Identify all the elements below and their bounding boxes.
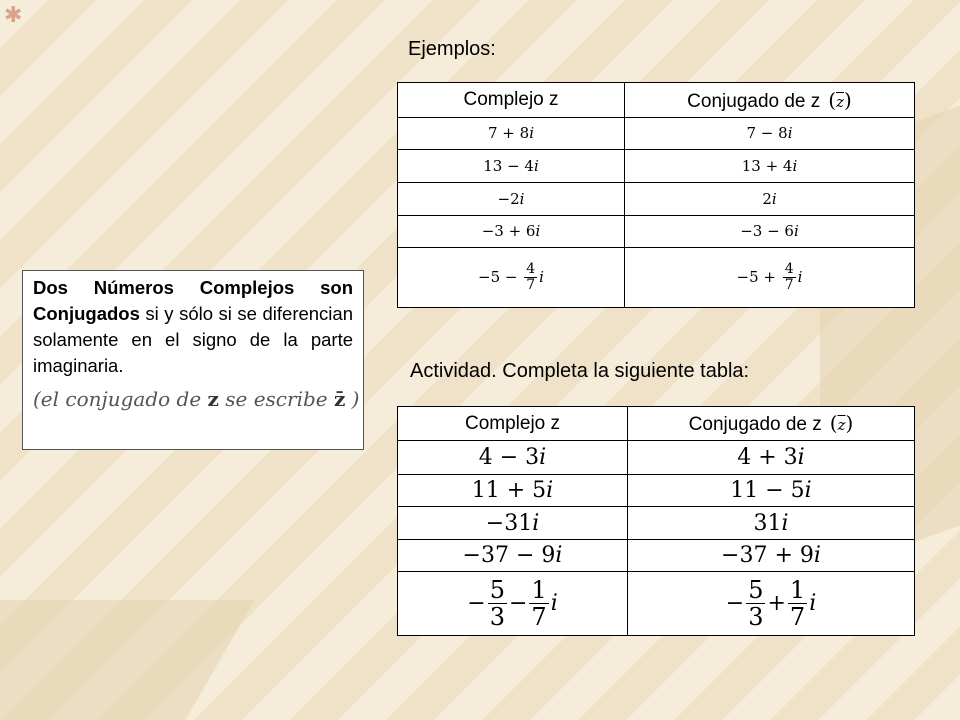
fraction: $\frac{5}{3}$ bbox=[748, 575, 764, 631]
conjugate-symbol: $(\overline{z})$ bbox=[828, 87, 852, 112]
fraction: $\frac{4}{7}$ bbox=[526, 260, 536, 293]
table-row bbox=[398, 248, 915, 308]
header-conjugado: Conjugado de z $(\overline{z})$ bbox=[628, 407, 915, 441]
complex-cell: 7 + 8𝑖 bbox=[398, 118, 625, 150]
complex-cell: 11 + 5𝑖 bbox=[398, 475, 628, 507]
complex-cell: 13 − 4𝑖 bbox=[398, 150, 625, 183]
background-shape bbox=[0, 600, 255, 720]
definition-box bbox=[22, 270, 364, 450]
table-header-row bbox=[398, 407, 915, 441]
table-row bbox=[398, 118, 915, 150]
header-conjugado: Conjugado de z $(\overline{z})$ bbox=[625, 83, 915, 118]
complex-cell: −2𝑖 bbox=[398, 183, 625, 216]
conjugate-cell: 7 − 8𝑖 bbox=[625, 118, 915, 150]
header-complejo: Complejo z bbox=[398, 407, 628, 441]
complex-cell: −5 − $\frac{4}{7}$ 𝑖 bbox=[398, 248, 625, 308]
complex-cell: −31𝑖 bbox=[398, 507, 628, 540]
bullet-star-icon: ✱ bbox=[4, 2, 23, 27]
examples-heading: Ejemplos: bbox=[408, 38, 496, 60]
notation-formula: (el conjugado de z se escribe z̄ ) bbox=[33, 387, 360, 411]
table-row bbox=[398, 540, 915, 572]
conjugate-symbol: $(\overline{z})$ bbox=[829, 411, 854, 435]
activity-table bbox=[397, 406, 915, 636]
fraction: $\frac{4}{7}$ bbox=[784, 260, 794, 293]
complex-cell: −3 + 6𝑖 bbox=[398, 216, 625, 248]
fraction: $\frac{1}{7}$ bbox=[531, 575, 547, 631]
complex-cell: − $\frac{5}{3}$ − $\frac{1}{7}$ 𝑖 bbox=[398, 572, 628, 636]
table-row bbox=[398, 475, 915, 507]
activity-heading: Actividad. Completa la siguiente tabla: bbox=[410, 360, 750, 382]
complex-cell: −37 − 9𝑖 bbox=[398, 540, 628, 572]
fraction: $\frac{1}{7}$ bbox=[789, 575, 806, 631]
conjugate-cell: 31𝑖 bbox=[628, 507, 915, 540]
table-row bbox=[398, 150, 915, 183]
conjugate-cell: 4 + 3𝑖 bbox=[628, 441, 915, 475]
conjugate-cell: − $\frac{5}{3}$ + $\frac{1}{7}$ 𝑖 bbox=[628, 572, 915, 636]
fraction: $\frac{5}{3}$ bbox=[489, 575, 505, 631]
conjugate-cell: −37 + 9𝑖 bbox=[628, 540, 915, 572]
definition-text: Dos Números Complejos son Conjugados si y sólo si se diferencian solamente en el signo de la parte imaginaria. bbox=[33, 277, 353, 376]
examples-table bbox=[397, 82, 915, 308]
table-row bbox=[398, 183, 915, 216]
table-row bbox=[398, 441, 915, 475]
conjugate-cell: 11 − 5𝑖 bbox=[628, 475, 915, 507]
table-header-row bbox=[398, 83, 915, 118]
table-row bbox=[398, 572, 915, 636]
table-row bbox=[398, 216, 915, 248]
header-complejo: Complejo z bbox=[398, 83, 625, 118]
table-row bbox=[398, 507, 915, 540]
complex-cell: 4 − 3𝑖 bbox=[398, 441, 628, 475]
conjugate-cell: 2𝑖 bbox=[625, 183, 915, 216]
conjugate-cell: 13 + 4𝑖 bbox=[625, 150, 915, 183]
conjugate-cell: −3 − 6𝑖 bbox=[625, 216, 915, 248]
conjugate-cell: −5 + $\frac{4}{7}$ 𝑖 bbox=[625, 248, 915, 308]
